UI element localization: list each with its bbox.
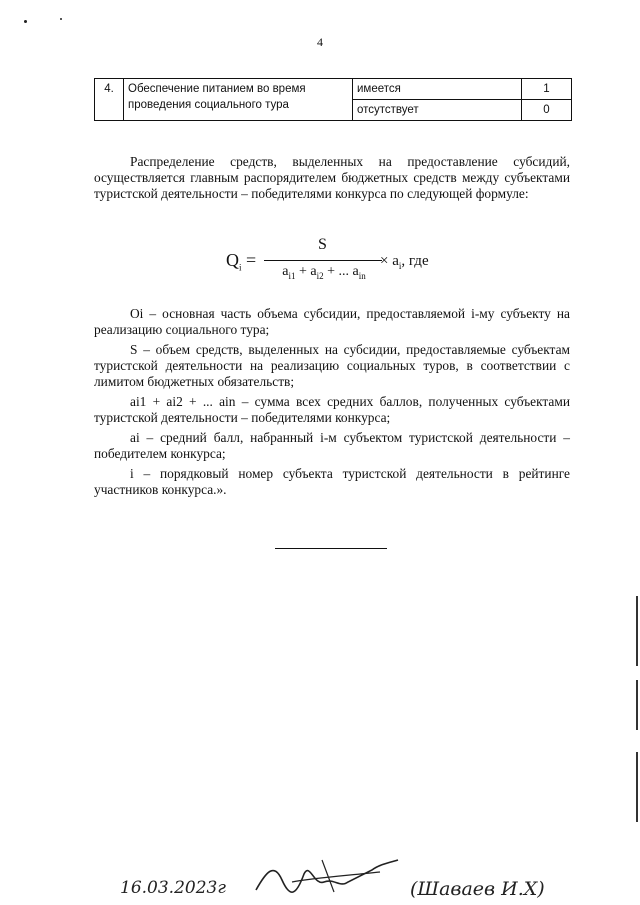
option-label: отсутствует bbox=[353, 100, 522, 121]
option-points: 0 bbox=[522, 100, 572, 121]
fraction-bar bbox=[264, 260, 382, 261]
scan-edge-mark bbox=[636, 596, 638, 666]
row-number: 4. bbox=[95, 79, 124, 121]
criteria-table bbox=[94, 78, 572, 121]
subsidy-formula bbox=[226, 236, 456, 292]
definition-ai: ai – средний балл, набранный i-м субъектом туристской деятельности – победителем конкурса; bbox=[94, 430, 570, 461]
handwritten-name: (Шаваев И.Х) bbox=[410, 878, 545, 900]
scan-speck bbox=[24, 20, 27, 23]
closing-separator bbox=[275, 548, 387, 549]
formula-multiplier: × $a_i$, где bbox=[380, 253, 429, 271]
scan-edge-mark bbox=[636, 752, 638, 822]
page-number: 4 bbox=[317, 35, 323, 49]
scan-edge-mark bbox=[636, 680, 638, 730]
formula-numerator: S bbox=[318, 236, 327, 253]
option-label: имеется bbox=[353, 79, 522, 100]
definition-sum: ai1 + ai2 + ... ain – сумма всех средних баллов, полученных субъектами туристской деятельности – победителями конкурса; bbox=[94, 394, 570, 425]
handwritten-date: 16.03.2023г bbox=[120, 878, 226, 898]
definition-oi: Оi – основная часть объема субсидии, предоставляемой i-му субъекту на реализацию социального тура; bbox=[94, 306, 570, 337]
definition-s: S – объем средств, выделенных на субсидии, предоставляемые субъектам туристской деятельности на реализацию социальных туров, в соответствии с лимитом бюджетных обязательств; bbox=[94, 342, 570, 389]
table-row bbox=[95, 79, 572, 100]
definition-i: i – порядковый номер субъекта туристской деятельности в рейтинге участников конкурса.». bbox=[94, 466, 570, 497]
formula-denominator: $a_{i1} + a_{i2}$ + ... $a_{in}$ bbox=[282, 264, 366, 281]
criterion-text: Обеспечение питанием во время проведения социального тура bbox=[124, 79, 353, 121]
scan-speck bbox=[60, 18, 62, 20]
signature bbox=[252, 852, 402, 900]
intro-paragraph: Распределение средств, выделенных на предоставление субсидий, осуществляется главным распорядителем бюджетных средств между субъектами туристской деятельности – победителями конкурса по следующей формуле: bbox=[94, 154, 570, 201]
option-points: 1 bbox=[522, 79, 572, 100]
formula-lhs: $Q_i$ = bbox=[226, 250, 257, 273]
